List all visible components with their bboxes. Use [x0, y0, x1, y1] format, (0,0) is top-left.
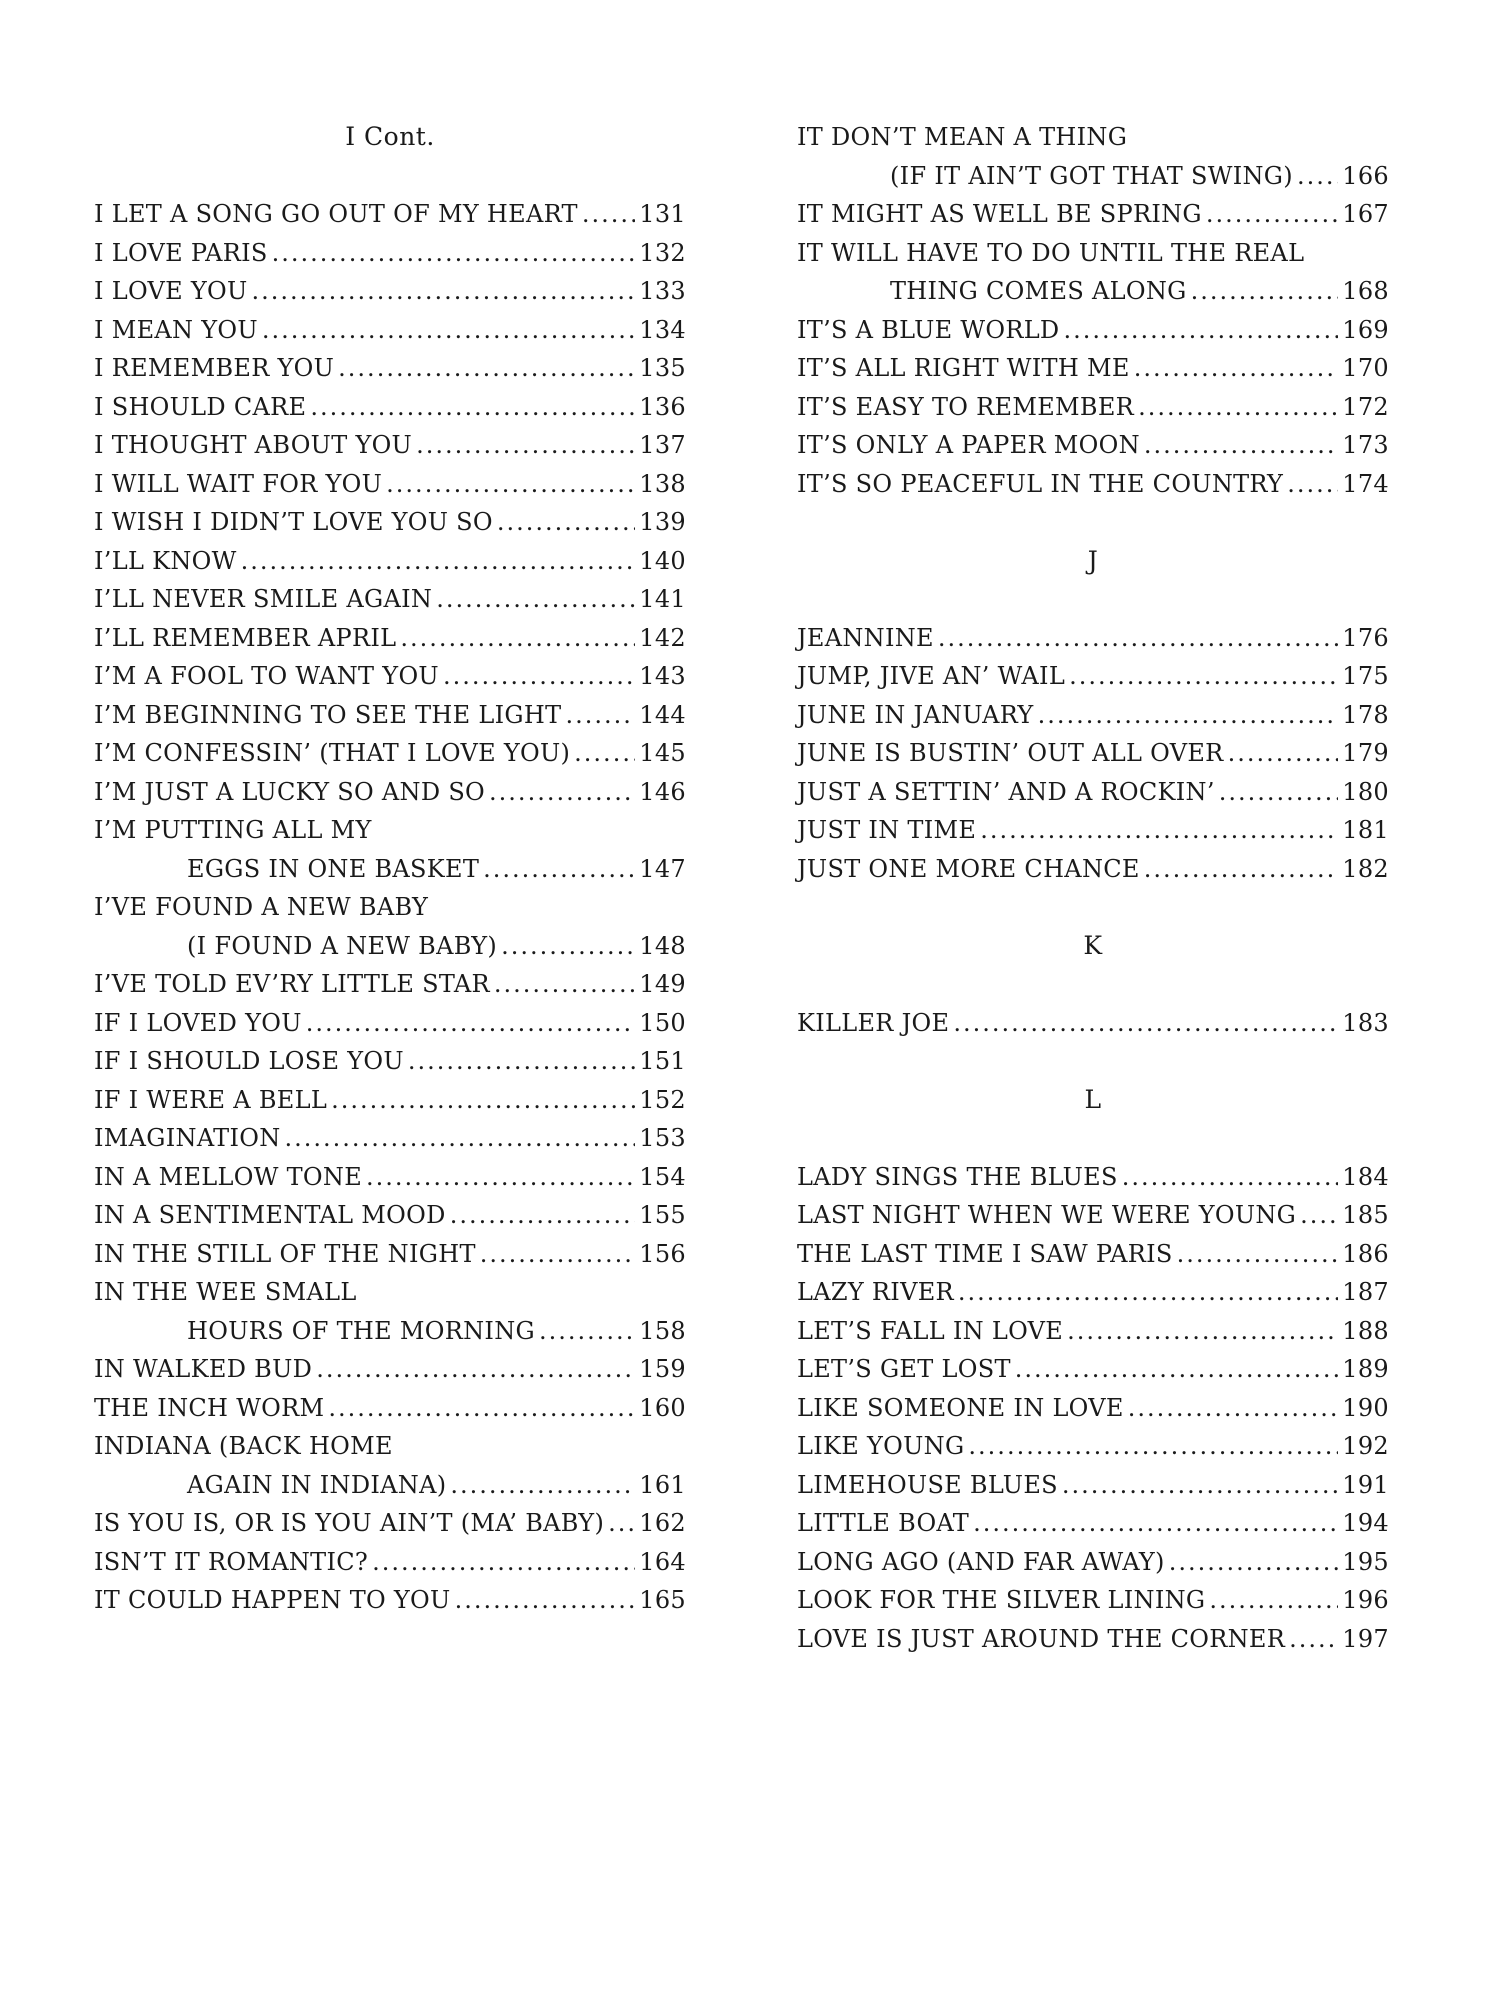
entry-page-number: 196: [1342, 1586, 1389, 1614]
dot-leader: [241, 542, 636, 581]
dot-leader: [1122, 1158, 1339, 1197]
toc-entry: [797, 1004, 1389, 1043]
spacer: [797, 888, 1389, 927]
dot-leader: [480, 1235, 636, 1274]
entry-title: IS YOU IS, OR IS YOU AIN’T (MA’ BABY): [94, 1509, 605, 1537]
entry-page-number: 134: [639, 315, 686, 344]
toc-entry-first-line: I’VE FOUND A NEW BABY: [94, 893, 429, 921]
dot-leader: [497, 503, 635, 542]
dot-leader: [1138, 388, 1338, 427]
entry-title: LOVE IS JUST AROUND THE CORNER: [797, 1624, 1286, 1653]
entry-page-number: 137: [639, 431, 686, 459]
toc-entry: [797, 734, 1389, 773]
toc-entry-first-line: IT DON’T MEAN A THING: [797, 123, 1128, 151]
entry-page-number: 186: [1342, 1239, 1389, 1268]
dot-leader: [1219, 773, 1339, 812]
dot-leader: [1128, 1389, 1339, 1428]
dot-leader: [1287, 465, 1338, 504]
dot-leader: [1144, 426, 1338, 465]
toc-entry: [797, 349, 1389, 388]
entry-title: IT’S ALL RIGHT WITH ME: [797, 354, 1130, 382]
entry-title: JUST ONE MORE CHANCE: [797, 854, 1140, 883]
entry-page-number: 170: [1342, 354, 1389, 382]
dot-leader: [316, 1350, 635, 1389]
toc-entry: [94, 1004, 686, 1043]
entry-page-number: 158: [639, 1316, 686, 1345]
entry-title: THE LAST TIME I SAW PARIS: [797, 1239, 1173, 1268]
entry-page-number: 194: [1342, 1509, 1389, 1537]
entry-page-number: 174: [1342, 469, 1389, 498]
dot-leader: [450, 1196, 636, 1235]
toc-entry: [797, 619, 1389, 658]
entry-page-number: 161: [639, 1470, 686, 1499]
toc-entry: [797, 1235, 1389, 1274]
entry-title: I’M BEGINNING TO SEE THE LIGHT: [94, 700, 562, 729]
entry-page-number: 169: [1342, 315, 1389, 344]
toc-entry: [94, 1158, 686, 1197]
entry-page-number: 162: [639, 1509, 686, 1537]
dot-leader: [565, 696, 635, 735]
dot-leader: [408, 1042, 635, 1081]
toc-entry: [94, 465, 686, 504]
section-heading-i-cont: I Cont.: [345, 122, 435, 151]
dot-leader: [386, 465, 635, 504]
toc-entry: [797, 1427, 1389, 1466]
entry-page-number: 167: [1342, 200, 1389, 228]
toc-entry: [797, 272, 1389, 311]
right-column: [797, 118, 1389, 1658]
entry-title: IT’S ONLY A PAPER MOON: [797, 431, 1140, 459]
dot-leader: [1228, 734, 1339, 773]
entry-title: LADY SINGS THE BLUES: [797, 1162, 1118, 1191]
section-heading-l: L: [1084, 1084, 1102, 1114]
toc-entry: [94, 426, 686, 465]
dot-leader: [450, 1466, 635, 1505]
dot-leader: [1144, 850, 1339, 889]
dot-leader: [306, 1004, 636, 1043]
entry-title: I THOUGHT ABOUT YOU: [94, 431, 413, 459]
toc-entry: [94, 1235, 686, 1274]
entry-page-number: 165: [639, 1586, 686, 1614]
dot-leader: [310, 388, 635, 427]
entry-title: (I FOUND A NEW BABY): [187, 931, 498, 960]
entry-page-number: 176: [1342, 623, 1389, 652]
dot-leader: [328, 1389, 635, 1428]
entry-page-number: 140: [639, 546, 686, 575]
entry-title: ISN’T IT ROMANTIC?: [94, 1547, 369, 1576]
entry-title: HOURS OF THE MORNING: [187, 1316, 535, 1345]
entry-page-number: 152: [639, 1085, 686, 1114]
entry-title: I WISH I DIDN’T LOVE YOU SO: [94, 508, 493, 536]
spacer: [797, 1119, 1389, 1158]
left-column: [94, 118, 686, 1620]
toc-entry: [94, 619, 686, 658]
toc-entry: [797, 1350, 1389, 1389]
entry-title: IN THE STILL OF THE NIGHT: [94, 1239, 476, 1268]
dot-leader: [443, 657, 635, 696]
entry-page-number: 185: [1342, 1201, 1389, 1229]
entry-title: I’VE TOLD EV’RY LITTLE STAR: [94, 970, 490, 998]
entry-page-number: 139: [639, 508, 686, 536]
entry-title: IN A SENTIMENTAL MOOD: [94, 1201, 446, 1229]
entry-page-number: 168: [1342, 277, 1389, 305]
entry-title: EGGS IN ONE BASKET: [187, 854, 480, 883]
toc-entry: [94, 311, 686, 350]
entry-title: LET’S GET LOST: [797, 1355, 1011, 1383]
toc-entry: [94, 927, 686, 966]
entry-title: IMAGINATION: [94, 1124, 281, 1152]
entry-title: IT MIGHT AS WELL BE SPRING: [797, 200, 1202, 228]
toc-entry: [94, 1119, 686, 1158]
toc-entry: [94, 1042, 686, 1081]
dot-leader: [1063, 311, 1338, 350]
toc-entry: [797, 1466, 1389, 1505]
toc-entry: [94, 1504, 686, 1543]
entry-title: I WILL WAIT FOR YOU: [94, 469, 383, 498]
entry-page-number: 143: [639, 662, 686, 690]
entry-title: I LET A SONG GO OUT OF MY HEART: [94, 200, 578, 228]
entry-page-number: 136: [639, 392, 686, 421]
toc-entry: [94, 850, 686, 889]
toc-entry-first-line: IN THE WEE SMALL: [94, 1278, 357, 1306]
entry-page-number: 153: [639, 1124, 686, 1152]
toc-entry: [94, 1389, 686, 1428]
toc-entry: [797, 1196, 1389, 1235]
toc-entry-first-line: IT WILL HAVE TO DO UNTIL THE REAL: [797, 238, 1305, 267]
entry-page-number: 190: [1342, 1393, 1389, 1422]
entry-page-number: 156: [639, 1239, 686, 1268]
entry-page-number: 133: [639, 277, 686, 305]
entry-page-number: 150: [639, 1008, 686, 1037]
entry-title: JUNE IS BUSTIN’ OUT ALL OVER: [797, 739, 1224, 767]
dot-leader: [366, 1158, 635, 1197]
dot-leader: [1169, 1543, 1339, 1582]
toc-entry: [797, 195, 1389, 234]
entry-title: IF I LOVED YOU: [94, 1008, 302, 1037]
toc-entry: [797, 1543, 1389, 1582]
entry-title: I LOVE YOU: [94, 277, 248, 305]
toc-entry: [94, 542, 686, 581]
toc-entry: [94, 734, 686, 773]
entry-page-number: 142: [639, 623, 686, 652]
toc-entry: [797, 811, 1389, 850]
toc-entry: [94, 1581, 686, 1620]
entry-page-number: 144: [639, 700, 686, 729]
toc-entry: [797, 311, 1389, 350]
entry-page-number: 164: [639, 1547, 686, 1576]
entry-title: IT’S A BLUE WORLD: [797, 315, 1060, 344]
entry-title: LONG AGO (AND FAR AWAY): [797, 1547, 1165, 1576]
dot-leader: [1300, 1196, 1338, 1235]
entry-page-number: 145: [639, 739, 686, 767]
entry-title: IN A MELLOW TONE: [94, 1162, 363, 1191]
entry-title: I’M JUST A LUCKY SO AND SO: [94, 777, 486, 806]
entry-title: KILLER JOE: [797, 1008, 950, 1037]
spacer: [797, 580, 1389, 619]
toc-entry: [797, 388, 1389, 427]
entry-page-number: 166: [1342, 161, 1389, 190]
dot-leader: [973, 1504, 1338, 1543]
entry-title: AGAIN IN INDIANA): [187, 1470, 447, 1499]
toc-entry: [797, 1620, 1389, 1659]
entry-page-number: 155: [639, 1201, 686, 1229]
entry-title: LIMEHOUSE BLUES: [797, 1470, 1058, 1499]
toc-entry: [797, 1581, 1389, 1620]
entry-list-i: [94, 195, 686, 1620]
entry-title: IT’S SO PEACEFUL IN THE COUNTRY: [797, 469, 1284, 498]
entry-page-number: 146: [639, 777, 686, 806]
spacer: [797, 1042, 1389, 1081]
section-heading-k: K: [1083, 930, 1103, 960]
toc-entry: [94, 503, 686, 542]
toc-entry: [94, 388, 686, 427]
dot-leader: [483, 850, 635, 889]
entry-title: JUNE IN JANUARY: [797, 700, 1034, 729]
toc-entry: [797, 1312, 1389, 1351]
entry-page-number: 148: [639, 931, 686, 960]
toc-entry: [94, 1081, 686, 1120]
entry-page-number: 178: [1342, 700, 1389, 729]
dot-leader: [953, 1004, 1338, 1043]
entry-title: IN WALKED BUD: [94, 1355, 313, 1383]
entry-title: LOOK FOR THE SILVER LINING: [797, 1586, 1206, 1614]
dot-leader: [1177, 1235, 1339, 1274]
toc-entry: [797, 850, 1389, 889]
entry-title: I’LL KNOW: [94, 546, 237, 575]
entry-title: IF I WERE A BELL: [94, 1085, 328, 1114]
toc-entry: [797, 773, 1389, 812]
entry-page-number: 179: [1342, 739, 1389, 767]
entry-page-number: 184: [1342, 1162, 1389, 1191]
entry-title: I’M A FOOL TO WANT YOU: [94, 662, 439, 690]
dot-leader: [272, 234, 636, 273]
dot-leader: [1206, 195, 1338, 234]
entry-list-i-continued: [797, 118, 1389, 503]
toc-entry: [94, 1350, 686, 1389]
toc-entry: [94, 195, 686, 234]
entry-title: I LOVE PARIS: [94, 238, 268, 267]
entry-page-number: 147: [639, 854, 686, 883]
toc-entry: [797, 1504, 1389, 1543]
dot-leader: [1134, 349, 1339, 388]
dot-leader: [1067, 1312, 1338, 1351]
dot-leader: [262, 311, 635, 350]
entry-page-number: 160: [639, 1393, 686, 1422]
entry-page-number: 172: [1342, 392, 1389, 421]
dot-leader: [1038, 696, 1339, 735]
entry-page-number: 181: [1342, 816, 1389, 844]
entry-page-number: 197: [1342, 1624, 1389, 1653]
entry-title: JUST A SETTIN’ AND A ROCKIN’: [797, 777, 1215, 806]
toc-entry: [94, 1543, 686, 1582]
dot-leader: [1069, 657, 1338, 696]
dot-leader: [608, 1504, 635, 1543]
toc-entry: [94, 1312, 686, 1351]
toc-entry: [94, 1466, 686, 1505]
entry-page-number: 131: [639, 200, 686, 228]
toc-entry: [94, 349, 686, 388]
entry-title: LITTLE BOAT: [797, 1509, 970, 1537]
toc-entry: [797, 696, 1389, 735]
entry-title: JUST IN TIME: [797, 816, 977, 844]
dot-leader: [416, 426, 635, 465]
entry-page-number: 191: [1342, 1470, 1389, 1499]
dot-leader: [968, 1427, 1338, 1466]
entry-page-number: 182: [1342, 854, 1389, 883]
toc-entry: [94, 696, 686, 735]
entry-title: LAST NIGHT WHEN WE WERE YOUNG: [797, 1201, 1297, 1229]
dot-leader: [494, 965, 635, 1004]
toc-entry: [94, 773, 686, 812]
entry-page-number: 173: [1342, 431, 1389, 459]
entry-title: I MEAN YOU: [94, 315, 258, 344]
entry-page-number: 159: [639, 1355, 686, 1383]
toc-entry: [797, 1389, 1389, 1428]
dot-leader: [938, 619, 1338, 658]
entry-title: LIKE SOMEONE IN LOVE: [797, 1393, 1124, 1422]
entry-title: LAZY RIVER: [797, 1278, 954, 1306]
dot-leader: [436, 580, 635, 619]
dot-leader: [1191, 272, 1339, 311]
dot-leader: [331, 1081, 635, 1120]
entry-title: IT’S EASY TO REMEMBER: [797, 392, 1135, 421]
entry-page-number: 154: [639, 1162, 686, 1191]
entry-title: THE INCH WORM: [94, 1393, 325, 1422]
dot-leader: [489, 773, 635, 812]
entry-page-number: 180: [1342, 777, 1389, 806]
dot-leader: [372, 1543, 635, 1582]
entry-page-number: 187: [1342, 1278, 1389, 1306]
toc-entry-first-line: I’M PUTTING ALL MY: [94, 816, 372, 844]
dot-leader: [455, 1581, 636, 1620]
entry-title: I’LL NEVER SMILE AGAIN: [94, 585, 433, 613]
dot-leader: [574, 734, 635, 773]
entry-title: I SHOULD CARE: [94, 392, 307, 421]
toc-entry: [94, 580, 686, 619]
toc-entry: [94, 1196, 686, 1235]
toc-entry: [797, 657, 1389, 696]
dot-leader: [1062, 1466, 1338, 1505]
section-heading-j: J: [1087, 545, 1099, 575]
entry-title: IF I SHOULD LOSE YOU: [94, 1047, 404, 1075]
dot-leader: [958, 1273, 1338, 1312]
entry-page-number: 189: [1342, 1355, 1389, 1383]
toc-entry-first-line: INDIANA (BACK HOME: [94, 1432, 393, 1460]
dot-leader: [1289, 1620, 1338, 1659]
toc-entry: [94, 234, 686, 273]
spacer: [94, 157, 686, 196]
toc-entry: [94, 965, 686, 1004]
toc-entry: [797, 1158, 1389, 1197]
dot-leader: [252, 272, 636, 311]
dot-leader: [582, 195, 635, 234]
entry-title: I’M CONFESSIN’ (THAT I LOVE YOU): [94, 739, 571, 767]
toc-entry: [797, 157, 1389, 196]
entry-page-number: 151: [639, 1047, 686, 1075]
entry-list-l: [797, 1158, 1389, 1659]
entry-list-j: [797, 619, 1389, 889]
dot-leader: [501, 927, 635, 966]
entry-title: JEANNINE: [797, 623, 934, 652]
entry-title: THING COMES ALONG: [890, 277, 1187, 305]
dot-leader: [338, 349, 635, 388]
entry-title: (IF IT AIN’T GOT THAT SWING): [890, 161, 1293, 190]
entry-page-number: 135: [639, 354, 686, 382]
toc-entry: [94, 272, 686, 311]
entry-page-number: 188: [1342, 1316, 1389, 1345]
entry-page-number: 192: [1342, 1432, 1389, 1460]
dot-leader: [539, 1312, 635, 1351]
entry-page-number: 183: [1342, 1008, 1389, 1037]
entry-title: LET’S FALL IN LOVE: [797, 1316, 1064, 1345]
dot-leader: [1209, 1581, 1338, 1620]
entry-page-number: 149: [639, 970, 686, 998]
toc-entry: [797, 465, 1389, 504]
dot-leader: [285, 1119, 636, 1158]
spacer: [797, 503, 1389, 542]
toc-entry: [94, 657, 686, 696]
entry-page-number: 138: [639, 469, 686, 498]
toc-entry: [797, 1273, 1389, 1312]
dot-leader: [400, 619, 635, 658]
entry-page-number: 195: [1342, 1547, 1389, 1576]
entry-title: JUMP, JIVE AN’ WAIL: [797, 662, 1066, 690]
entry-title: I’LL REMEMBER APRIL: [94, 623, 397, 652]
entry-list-k: [797, 1004, 1389, 1043]
entry-title: I REMEMBER YOU: [94, 354, 335, 382]
entry-title: IT COULD HAPPEN TO YOU: [94, 1586, 451, 1614]
toc-entry: [797, 426, 1389, 465]
entry-title: LIKE YOUNG: [797, 1432, 965, 1460]
entry-page-number: 132: [639, 238, 686, 267]
spacer: [797, 965, 1389, 1004]
dot-leader: [1297, 157, 1338, 196]
entry-page-number: 141: [639, 585, 686, 613]
dot-leader: [980, 811, 1338, 850]
entry-page-number: 175: [1342, 662, 1389, 690]
dot-leader: [1015, 1350, 1339, 1389]
